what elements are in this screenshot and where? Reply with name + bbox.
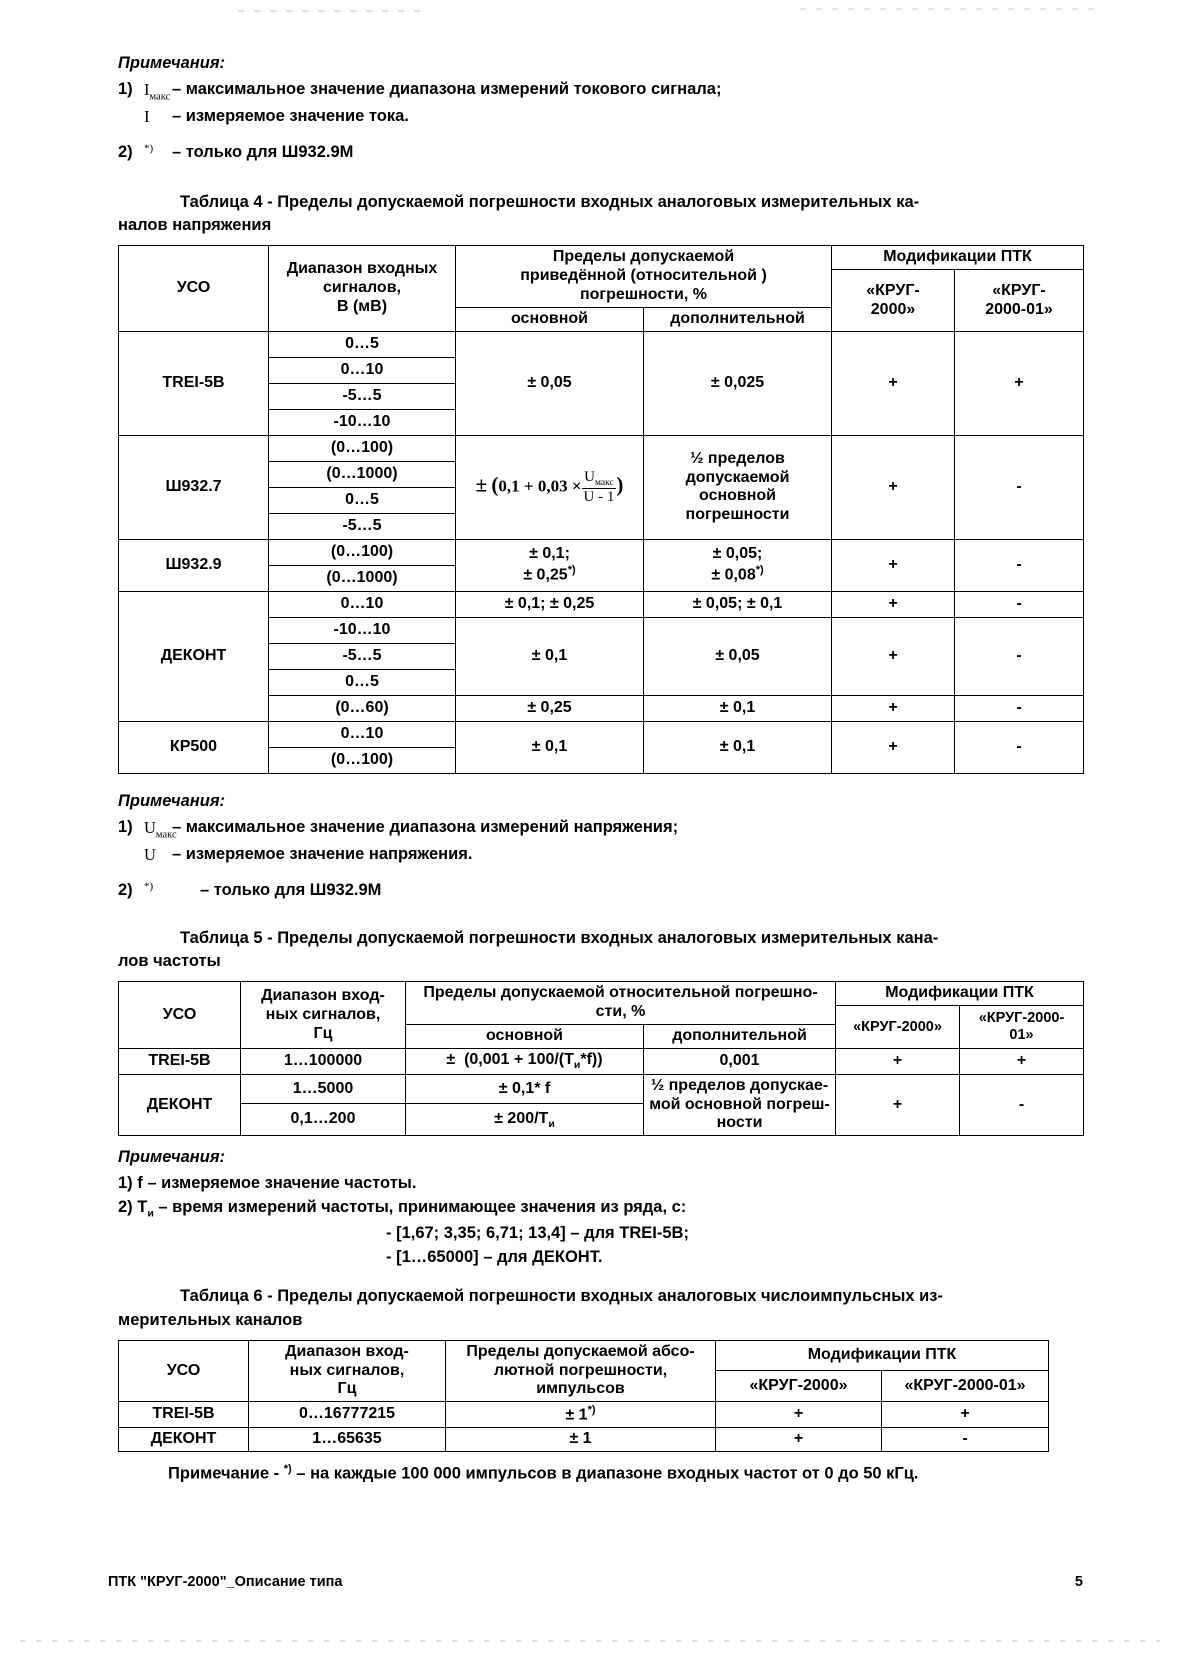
table5-th-mod2 bbox=[960, 1006, 1084, 1049]
table5-th-uso: УСО bbox=[119, 982, 241, 1049]
table6-cell-mod1: + bbox=[716, 1428, 882, 1452]
notes-current-signal bbox=[118, 52, 1083, 165]
note-text: – максимальное значение диапазона измерений токового сигнала; bbox=[172, 79, 722, 98]
additional-line: основной bbox=[699, 487, 777, 505]
table4-th-mod2-l2: 2000-01» bbox=[985, 300, 1053, 318]
table6-cell-mod2: - bbox=[882, 1428, 1049, 1452]
main-line-1: ± 0,1; bbox=[529, 545, 570, 563]
note-text: – максимальное значение диапазона измерений напряжения; bbox=[172, 817, 679, 836]
table6-cell-absolute bbox=[446, 1402, 716, 1428]
notes-frequency-dash-list bbox=[118, 1222, 1083, 1270]
notes-current-heading: Примечания: bbox=[118, 54, 226, 72]
footnote-superscript: *) bbox=[283, 1463, 292, 1476]
table6-th-mod2: «КРУГ-2000-01» bbox=[882, 1371, 1049, 1402]
table4-th-range-l3: В (мВ) bbox=[336, 298, 388, 316]
formula-denominator: U - 1 bbox=[583, 489, 615, 506]
table4-cell-range: 0…10 bbox=[269, 721, 456, 747]
table5-th-range-l2: ных сигналов, bbox=[265, 1005, 381, 1023]
table5-caption-line2: лов частоты bbox=[118, 952, 221, 971]
table6-footnote bbox=[118, 1462, 1083, 1486]
table6-th-range bbox=[249, 1340, 446, 1402]
table6-caption-line2: мерительных каналов bbox=[118, 1310, 303, 1329]
table5-cell-additional bbox=[644, 1074, 836, 1136]
table4-th-additional: дополнительной bbox=[644, 308, 832, 332]
table4-th-mod1-l2: 2000» bbox=[870, 300, 916, 318]
notes-voltage-item-1b bbox=[118, 843, 1083, 867]
note-symbol-i: I bbox=[144, 107, 150, 127]
table6-th-uso: УСО bbox=[119, 1340, 249, 1402]
page-footer bbox=[108, 1574, 1083, 1590]
table-5-frequency-accuracy bbox=[118, 981, 1084, 1136]
table5-cell-main: ± 0,1* f bbox=[406, 1074, 644, 1104]
table5-th-range-l3: Гц bbox=[313, 1024, 333, 1042]
table6-th-range-l1: Диапазон вход- bbox=[285, 1342, 409, 1360]
table4-cell-range: 0…5 bbox=[269, 669, 456, 695]
table4-th-limits bbox=[456, 246, 832, 308]
table5-cell-mod2: + bbox=[960, 1049, 1084, 1075]
table4-cell-mod1: + bbox=[832, 435, 955, 539]
table4-cell-main-formula bbox=[456, 435, 644, 539]
table6-cell-uso: ДЕКОНТ bbox=[119, 1428, 249, 1452]
table6-cell-range: 0…16777215 bbox=[249, 1402, 446, 1428]
table5-cell-mod1: + bbox=[836, 1074, 960, 1136]
table6-th-abs-l1: Пределы допускаемой абсо- bbox=[466, 1342, 695, 1360]
table4-caption-line2: налов напряжения bbox=[118, 216, 272, 235]
additional-line-2: ± 0,08 bbox=[711, 566, 756, 584]
note-text: – измеряемое значение напряжения. bbox=[172, 845, 473, 864]
table5-header-row-1 bbox=[119, 982, 1084, 1006]
table5-th-mod2-l2: 01» bbox=[1009, 1027, 1034, 1044]
note-symbol-umax: $U_{макс}$ bbox=[144, 817, 177, 841]
abs-superscript: *) bbox=[587, 1404, 596, 1417]
note-text: – только для Ш932.9М bbox=[200, 881, 382, 900]
notes-frequency-item-1: 1) f – измеряемое значение частоты. bbox=[118, 1174, 417, 1193]
table4-cell-main: ± 0,05 bbox=[456, 331, 644, 435]
formula-plus-minus: ± bbox=[475, 472, 488, 497]
scan-artifact-bottom bbox=[20, 1640, 1160, 1642]
additional-line: ½ пределов bbox=[690, 449, 785, 467]
list-item: - [1,67; 3,35; 6,71; 13,4] – для TREI-5B; bbox=[386, 1223, 689, 1242]
table4-th-mod1-l1: «КРУГ- bbox=[866, 281, 920, 299]
table4-cell-range: -10…10 bbox=[269, 409, 456, 435]
table4-cell-main: ± 0,1; ± 0,25 bbox=[456, 591, 644, 617]
additional-line: ности bbox=[716, 1114, 763, 1132]
table-row bbox=[119, 1428, 1049, 1452]
table4-cell-range: -5…5 bbox=[269, 643, 456, 669]
table6-th-range-l2: ных сигналов, bbox=[289, 1361, 405, 1379]
table5-cell-main: ± $(0,001 + 100/(T_и*f))$ bbox=[406, 1049, 644, 1075]
footer-page-number: 5 bbox=[1074, 1574, 1083, 1590]
table5-th-mod2-l1: «КРУГ-2000- bbox=[978, 1010, 1065, 1027]
table5-caption-line1: Таблица 5 - Пределы допускаемой погрешности входных аналоговых измерительных кана- bbox=[180, 929, 939, 948]
table4-cell-range: (0…1000) bbox=[269, 565, 456, 591]
notes-frequency bbox=[118, 1146, 1083, 1269]
table4-header-row-1 bbox=[119, 246, 1084, 270]
table4-cell-mod2: - bbox=[955, 435, 1084, 539]
notes-current-item-1 bbox=[118, 78, 1083, 105]
table6-th-absolute bbox=[446, 1340, 716, 1402]
table4-cell-additional: ± 0,05; ± 0,1 bbox=[644, 591, 832, 617]
table6-th-abs-l3: импульсов bbox=[536, 1380, 625, 1398]
table4-cell-range: 0…5 bbox=[269, 331, 456, 357]
list-item: - [1…65000] – для ДЕКОНТ. bbox=[386, 1247, 603, 1266]
table4-cell-range: -5…5 bbox=[269, 383, 456, 409]
table4-th-modifications: Модификации ПТК bbox=[832, 246, 1084, 270]
additional-line: допускаемой bbox=[685, 468, 790, 486]
table5-th-range-l1: Диапазон вход- bbox=[261, 986, 385, 1004]
scan-artifact-top-left bbox=[238, 10, 428, 12]
notes-current-item-1b bbox=[118, 105, 1083, 129]
additional-line-1: ± 0,05; bbox=[712, 545, 763, 563]
table4-th-range-l1: Диапазон входных bbox=[286, 260, 438, 278]
table4-cell-main: ± 0,1 bbox=[456, 721, 644, 773]
note-number: 1) bbox=[118, 817, 133, 836]
page-content bbox=[118, 52, 1083, 1486]
formula-numerator: $U_{макс}$ bbox=[582, 469, 617, 490]
table4-cell-additional bbox=[644, 539, 832, 591]
table6-th-mod1: «КРУГ-2000» bbox=[716, 1371, 882, 1402]
note-symbol-asterisk: *) bbox=[144, 142, 154, 155]
additional-line: ½ пределов допускае- bbox=[650, 1076, 829, 1094]
additional-line-2-superscript: *) bbox=[755, 564, 764, 577]
table4-cell-uso: ДЕКОНТ bbox=[119, 591, 269, 721]
table4-cell-mod1: + bbox=[832, 591, 955, 617]
note-number: 2) bbox=[118, 143, 133, 162]
formula-close-paren: ) bbox=[616, 472, 624, 497]
table4-cell-range: -10…10 bbox=[269, 617, 456, 643]
table6-cell-range: 1…65635 bbox=[249, 1428, 446, 1452]
table-row bbox=[119, 331, 1084, 357]
notes-frequency-heading: Примечания: bbox=[118, 1148, 226, 1167]
table4-th-limits-l3: погрешности, % bbox=[579, 286, 708, 304]
note-text: – измеряемое значение тока. bbox=[172, 107, 409, 126]
table5-th-limits-l2: сти, % bbox=[595, 1003, 646, 1021]
table4-cell-uso: TREI-5B bbox=[119, 331, 269, 435]
table-row bbox=[119, 591, 1084, 617]
table4-cell-mod1: + bbox=[832, 539, 955, 591]
table4-cell-mod1: + bbox=[832, 695, 955, 721]
table4-caption bbox=[118, 191, 1083, 237]
table4-cell-mod2: - bbox=[955, 617, 1084, 695]
table4-cell-mod2: - bbox=[955, 695, 1084, 721]
table5-cell-mod1: + bbox=[836, 1049, 960, 1075]
table5-caption bbox=[118, 927, 1083, 973]
table4-th-mod2-l1: «КРУГ- bbox=[992, 281, 1046, 299]
table5-cell-range: 1…5000 bbox=[241, 1074, 406, 1104]
table-row bbox=[119, 539, 1084, 565]
table4-cell-range: (0…60) bbox=[269, 695, 456, 721]
note-number: 1) bbox=[118, 79, 133, 98]
table4-cell-additional: ± 0,025 bbox=[644, 331, 832, 435]
main-line-2-superscript: *) bbox=[567, 564, 576, 577]
table4-th-limits-l1: Пределы допускаемой bbox=[552, 248, 735, 266]
notes-voltage bbox=[118, 790, 1083, 903]
table-row bbox=[119, 1074, 1084, 1104]
table4-cell-range: 0…10 bbox=[269, 591, 456, 617]
footnote-label: Примечание - bbox=[168, 1464, 284, 1483]
table4-cell-range: (0…100) bbox=[269, 747, 456, 773]
table4-cell-additional bbox=[644, 435, 832, 539]
table4-cell-range: 0…5 bbox=[269, 487, 456, 513]
table4-cell-mod2: - bbox=[955, 721, 1084, 773]
table4-cell-mod1: + bbox=[832, 721, 955, 773]
table4-cell-mod1: + bbox=[832, 617, 955, 695]
table4-cell-mod2: + bbox=[955, 331, 1084, 435]
table4-cell-uso: КР500 bbox=[119, 721, 269, 773]
note-symbol-asterisk: *) bbox=[144, 880, 154, 893]
table-row bbox=[119, 1402, 1049, 1428]
note-symbol-imax: $I_{макс}$ bbox=[144, 79, 171, 103]
table4-cell-additional: ± 0,05 bbox=[644, 617, 832, 695]
table4-cell-additional: ± 0,1 bbox=[644, 721, 832, 773]
table5-th-range bbox=[241, 982, 406, 1049]
table4-cell-range: (0…1000) bbox=[269, 461, 456, 487]
table5-th-limits-l1: Пределы допускаемой относительной погрешно- bbox=[423, 984, 818, 1002]
table4-cell-mod2: - bbox=[955, 591, 1084, 617]
footnote-text: – на каждые 100 000 импульсов в диапазоне входных частот от 0 до 50 кГц. bbox=[291, 1464, 919, 1483]
table4-cell-main: ± 0,25 bbox=[456, 695, 644, 721]
table6-th-modifications: Модификации ПТК bbox=[716, 1340, 1049, 1371]
table5-th-mod1: «КРУГ-2000» bbox=[836, 1006, 960, 1049]
table4-cell-mod1: + bbox=[832, 331, 955, 435]
table4-th-uso: УСО bbox=[119, 246, 269, 332]
formula-open-paren: ( bbox=[491, 472, 499, 497]
table4-cell-main bbox=[456, 539, 644, 591]
table6-cell-uso: TREI-5B bbox=[119, 1402, 249, 1428]
note-number: 2) bbox=[118, 881, 133, 900]
scan-artifact-top-right bbox=[800, 8, 1100, 10]
table4-cell-uso: Ш932.9 bbox=[119, 539, 269, 591]
table-row bbox=[119, 721, 1084, 747]
main-line-2: ± 0,25 bbox=[523, 566, 568, 584]
note-text: – только для Ш932.9М bbox=[172, 143, 354, 162]
table6-cell-mod2: + bbox=[882, 1402, 1049, 1428]
table4-th-range bbox=[269, 246, 456, 332]
table5-th-additional: дополнительной bbox=[644, 1025, 836, 1049]
table5-cell-mod2: - bbox=[960, 1074, 1084, 1136]
formula-fraction bbox=[582, 469, 617, 506]
table4-cell-main: ± 0,1 bbox=[456, 617, 644, 695]
table4-th-mod1 bbox=[832, 270, 955, 332]
notes-current-item-2 bbox=[118, 141, 1083, 165]
table6-th-range-l3: Гц bbox=[337, 1380, 357, 1398]
abs-value: ± 1 bbox=[565, 1406, 588, 1424]
table-6-pulse-count-accuracy bbox=[118, 1340, 1049, 1453]
table-row bbox=[119, 435, 1084, 461]
notes-voltage-item-1 bbox=[118, 816, 1083, 843]
table5-cell-range: 0,1…200 bbox=[241, 1104, 406, 1136]
table-4-voltage-accuracy bbox=[118, 245, 1084, 774]
table5-cell-main: ± $200/T_и$ bbox=[406, 1104, 644, 1136]
table6-cell-mod1: + bbox=[716, 1402, 882, 1428]
table4-cell-range: (0…100) bbox=[269, 539, 456, 565]
notes-voltage-item-2 bbox=[118, 879, 1083, 903]
table5-th-main: основной bbox=[406, 1025, 644, 1049]
table5-th-modifications: Модификации ПТК bbox=[836, 982, 1084, 1006]
table6-caption bbox=[118, 1285, 1083, 1331]
notes-frequency-item-2: 2) $T_и$ – время измерений частоты, принимающее значения из ряда, с: bbox=[118, 1198, 687, 1220]
table6-header-row-1 bbox=[119, 1340, 1049, 1371]
additional-line: мой основной погреш- bbox=[649, 1095, 830, 1113]
table4-caption-line1: Таблица 4 - Пределы допускаемой погрешности входных аналоговых измерительных ка- bbox=[180, 193, 920, 212]
table4-cell-range: 0…10 bbox=[269, 357, 456, 383]
table4-th-mod2 bbox=[955, 270, 1084, 332]
table5-cell-uso: TREI-5B bbox=[119, 1049, 241, 1075]
table5-cell-range: 1…100000 bbox=[241, 1049, 406, 1075]
table6-th-abs-l2: лютной погрешности, bbox=[493, 1361, 668, 1379]
table4-th-limits-l2: приведённой (относительной ) bbox=[520, 267, 767, 285]
table4-cell-mod2: - bbox=[955, 539, 1084, 591]
table4-th-range-l2: сигналов, bbox=[323, 279, 401, 297]
table6-cell-absolute: ± 1 bbox=[446, 1428, 716, 1452]
formula-lead: 0,1 + 0,03 × bbox=[498, 476, 582, 496]
table4-cell-uso: Ш932.7 bbox=[119, 435, 269, 539]
table4-cell-range: -5…5 bbox=[269, 513, 456, 539]
table6-caption-line1: Таблица 6 - Пределы допускаемой погрешности входных аналоговых числоимпульсных из- bbox=[180, 1287, 943, 1306]
notes-voltage-heading: Примечания: bbox=[118, 791, 226, 810]
additional-line: погрешности bbox=[685, 506, 790, 524]
table5-cell-uso: ДЕКОНТ bbox=[119, 1074, 241, 1136]
table-row bbox=[119, 1049, 1084, 1075]
footer-document-title: ПТК "КРУГ-2000"_Описание типа bbox=[108, 1574, 343, 1590]
table5-cell-additional: 0,001 bbox=[644, 1049, 836, 1075]
table5-th-limits bbox=[406, 982, 836, 1025]
note-symbol-u: U bbox=[144, 845, 156, 865]
table4-cell-additional: ± 0,1 bbox=[644, 695, 832, 721]
table4-th-main: основной bbox=[456, 308, 644, 332]
table4-cell-range: (0…100) bbox=[269, 435, 456, 461]
